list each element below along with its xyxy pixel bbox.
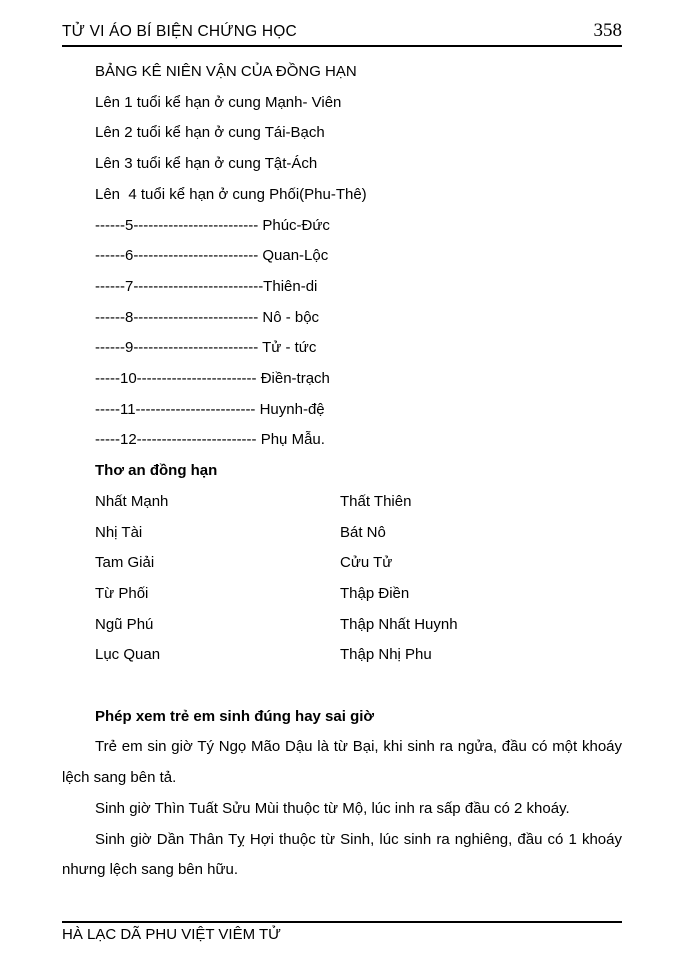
- list-line: Lên 2 tuổi kể hạn ở cung Tái-Bạch: [95, 124, 325, 142]
- tho-an-right: Thập Nhất Huynh: [340, 615, 458, 633]
- page-number: 358: [593, 20, 622, 41]
- tho-an-left: Lục Quan: [95, 646, 161, 664]
- tho-an-heading: Thơ an đồng hạn: [95, 462, 218, 480]
- page-header: [62, 20, 622, 47]
- tho-an-left: Tam Giải: [95, 554, 155, 572]
- tho-an-row: [62, 548, 622, 579]
- tho-an-row: [62, 640, 622, 671]
- tho-an-right: Thất Thiên: [340, 492, 412, 510]
- tho-an-right: Thập Điền: [340, 584, 410, 602]
- list-line: Lên 4 tuổi kể hạn ở cung Phối(Phu-Thê): [95, 185, 367, 203]
- list-line: ------5------------------------- Phúc-Đức: [95, 216, 330, 234]
- tho-an-row: [62, 610, 622, 641]
- list-line: -----12------------------------ Phụ Mẫu.: [95, 431, 325, 449]
- tho-an-left: Ngũ Phú: [95, 615, 154, 633]
- list-line: ------8------------------------- Nô - bộc: [95, 308, 320, 326]
- list-line: -----10------------------------ Điền-trạch: [95, 370, 330, 388]
- list-line: Lên 3 tuổi kể hạn ở cung Tật-Ách: [95, 155, 318, 173]
- tho-an-row: [62, 518, 622, 549]
- list-line: Lên 1 tuổi kể hạn ở cung Mạnh- Viên: [95, 93, 342, 111]
- nien-van-heading: BẢNG KÊ NIÊN VẬN CỦA ĐỒNG HẠN: [95, 63, 357, 80]
- paragraph: Sinh giờ Dần Thân Tỵ Hợi thuộc từ Sinh, lúc sinh ra nghiêng, đầu có 1 khoáy nhưng lệch sang bên hữu.: [62, 830, 622, 879]
- section-gap: [62, 671, 622, 702]
- tho-an-row: [62, 487, 622, 518]
- phep-xem-heading: Phép xem trẻ em sinh đúng hay sai giờ: [95, 707, 375, 725]
- tho-an-left: Nhị Tài: [95, 523, 143, 541]
- list-line: ------7--------------------------Thiên-di: [95, 277, 318, 295]
- tho-an-left: Từ Phối: [95, 584, 149, 602]
- tho-an-row: [62, 579, 622, 610]
- tho-an-right: Thập Nhị Phu: [340, 646, 432, 664]
- running-title: TỬ VI ÁO BÍ BIỆN CHỨNG HỌC: [62, 23, 297, 40]
- page-content: [62, 57, 622, 886]
- list-line: ------6------------------------- Quan-Lộc: [95, 247, 329, 265]
- page-footer: [62, 921, 622, 945]
- paragraph: Sinh giờ Thìn Tuất Sửu Mùi thuộc từ Mộ, lúc inh ra sấp đầu có 2 khoáy.: [95, 799, 570, 817]
- footer-text: HÀ LẠC DÃ PHU VIỆT VIÊM TỬ: [62, 926, 281, 943]
- tho-an-right: Bát Nô: [340, 523, 386, 541]
- tho-an-right: Cửu Tử: [340, 554, 393, 572]
- list-line: ------9------------------------- Tử - tức: [95, 339, 317, 357]
- paragraph: Trẻ em sin giờ Tý Ngọ Mão Dậu là từ Bại, khi sinh ra ngửa, đầu có một khoáy lệch sang bên tả.: [62, 738, 622, 787]
- list-line: -----11------------------------ Huynh-đệ: [95, 400, 325, 418]
- tho-an-left: Nhất Mạnh: [95, 492, 169, 510]
